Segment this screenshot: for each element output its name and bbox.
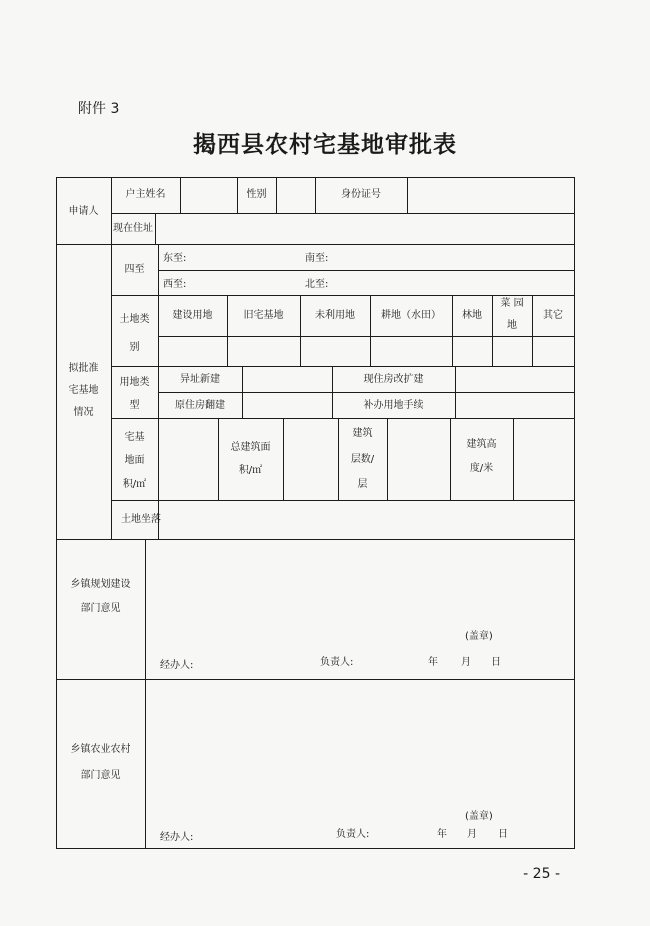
boundaries-label: 四至 [124,264,145,275]
proposed-section-label-line-3: 情况 [73,407,94,418]
divider [111,213,574,214]
building-area-label-line-2: 积/㎡ [238,465,263,476]
agriculture-principal-label: 负责人: [336,829,370,840]
land-option-orchard-line-2: 地 [507,320,517,331]
height-label-line-1: 建筑高 [466,439,497,450]
planning-dept-label-line-2: 部门意见 [80,603,121,614]
height-label-line-2: 度/米 [469,463,494,474]
divider [455,366,456,418]
use-type-rebuild: 原住房翻建 [175,400,225,411]
land-option-farmland: 耕地（水田） [381,310,441,321]
table-border-right [574,177,575,849]
table-border-bottom [56,848,575,849]
divider [513,418,514,500]
divider [407,177,408,213]
land-option-construction: 建设用地 [172,310,213,321]
agriculture-dept-label-line-2: 部门意见 [80,770,121,781]
agriculture-year-label: 年 [437,829,447,840]
divider [56,244,575,245]
use-type-supplement: 补办用地手续 [363,400,424,411]
land-category-label-line-2: 别 [129,342,140,353]
homestead-area-label-line-2: 地面 [124,455,145,466]
south-boundary-label: 南至: [305,253,329,264]
homestead-area-label-line-1: 宅基 [124,432,145,443]
planning-handler-label: 经办人: [160,660,194,671]
land-option-forest: 林地 [462,310,482,321]
building-area-label-line-1: 总建筑面 [230,442,271,453]
land-option-other: 其它 [543,310,563,321]
divider [276,177,277,213]
current-address-label: 现在住址 [113,223,153,234]
land-option-orchard-line-1: 菜 园 [500,298,524,309]
attachment-label: 附件 3 [78,101,120,117]
page-number: - 25 - [523,866,560,882]
divider [283,418,284,500]
planning-principal-label: 负责人: [320,657,354,668]
planning-year-label: 年 [428,657,438,668]
householder-name-label: 户主姓名 [125,189,166,200]
divider [56,539,575,540]
floors-label-line-1: 建筑 [352,428,373,439]
land-option-unused: 未利用地 [315,310,355,321]
planning-seal-label: (盖章) [465,631,493,642]
divider [387,418,388,500]
east-boundary-label: 东至: [163,253,187,264]
divider [180,177,181,213]
agriculture-dept-label-line-1: 乡镇农业农村 [70,744,131,755]
use-type-label-line-2: 型 [129,400,140,411]
applicant-section-label: 申请人 [68,206,99,217]
proposed-section-label-line-1: 拟批准 [68,363,99,374]
use-type-label-line-1: 用地类 [119,377,150,388]
form-title: 揭西县农村宅基地审批表 [193,132,457,158]
divider [111,366,574,367]
divider [56,679,575,680]
use-type-expansion: 现住房改扩建 [363,374,424,385]
divider [155,213,156,244]
land-option-old-homestead: 旧宅基地 [243,310,284,321]
divider [242,366,243,418]
divider [218,418,219,500]
north-boundary-label: 北至: [305,279,329,290]
agriculture-month-label: 月 [467,829,477,840]
floors-label-line-2: 层数/ [350,454,375,465]
id-number-label: 身份证号 [341,189,381,200]
divider [111,418,574,419]
use-type-new-site: 异址新建 [180,374,220,385]
land-location-label: 土地坐落 [121,514,161,525]
homestead-area-label-line-3: 积/㎡ [122,479,147,490]
divider [158,392,574,393]
planning-day-label: 日 [491,657,501,668]
planning-month-label: 月 [461,657,471,668]
divider [145,539,146,849]
divider [158,270,574,271]
floors-label-line-3: 层 [357,479,368,490]
proposed-section-label-line-2: 宅基地 [68,385,99,396]
agriculture-handler-label: 经办人: [160,832,194,843]
west-boundary-label: 西至: [163,279,187,290]
agriculture-day-label: 日 [498,829,508,840]
land-category-label-line-1: 土地类 [119,314,150,325]
divider [111,500,574,501]
agriculture-seal-label: (盖章) [465,811,493,822]
gender-label: 性别 [246,189,267,200]
planning-dept-label-line-1: 乡镇规划建设 [70,579,131,590]
